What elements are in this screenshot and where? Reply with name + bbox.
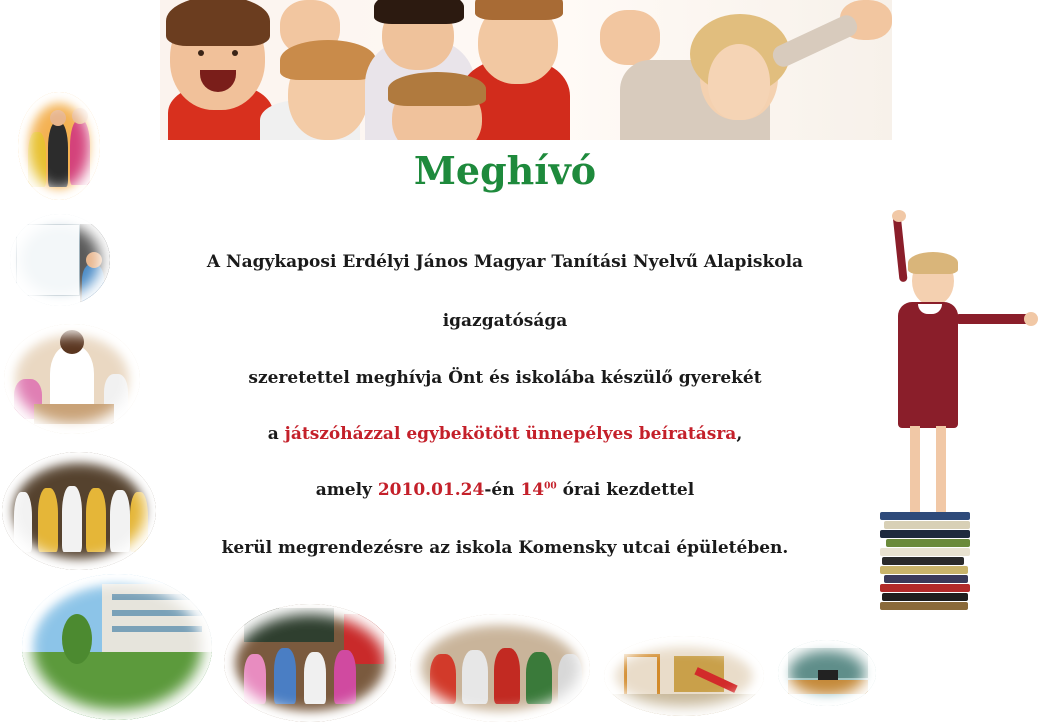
chalkboard-desk-photo bbox=[778, 640, 876, 706]
event-prefix: a bbox=[267, 424, 285, 444]
when-prefix: amely bbox=[315, 480, 378, 500]
date-line bbox=[0, 480, 1010, 500]
event-suffix: , bbox=[736, 424, 743, 444]
children-group-photo bbox=[410, 614, 590, 722]
event-highlight: játszóházzal egybekötött ünnepélyes beíratásra bbox=[284, 424, 737, 444]
event-line bbox=[0, 424, 1010, 444]
children-banner-photo bbox=[160, 0, 892, 140]
event-date: 2010.01.24 bbox=[377, 480, 485, 500]
classroom-children-photo bbox=[224, 604, 396, 722]
when-suffix: órai kezdettel bbox=[556, 480, 695, 500]
board-line: igazgatósága bbox=[442, 311, 568, 331]
invite-line: szeretettel meghívja Önt és iskolába készülő gyerekét bbox=[248, 368, 762, 388]
playground-photo bbox=[604, 636, 764, 716]
school-name-line: A Nagykaposi Erdélyi János Magyar Tanítási Nyelvű Alapiskola bbox=[206, 252, 804, 272]
page-title: Meghívó bbox=[413, 148, 597, 193]
when-mid: -én bbox=[484, 480, 521, 500]
school-building-photo bbox=[22, 574, 212, 720]
event-minutes: 00 bbox=[544, 481, 557, 492]
venue-line: kerül megrendezésre az iskola Komensky utcai épületében. bbox=[221, 538, 789, 558]
event-hour: 14 bbox=[520, 480, 545, 500]
